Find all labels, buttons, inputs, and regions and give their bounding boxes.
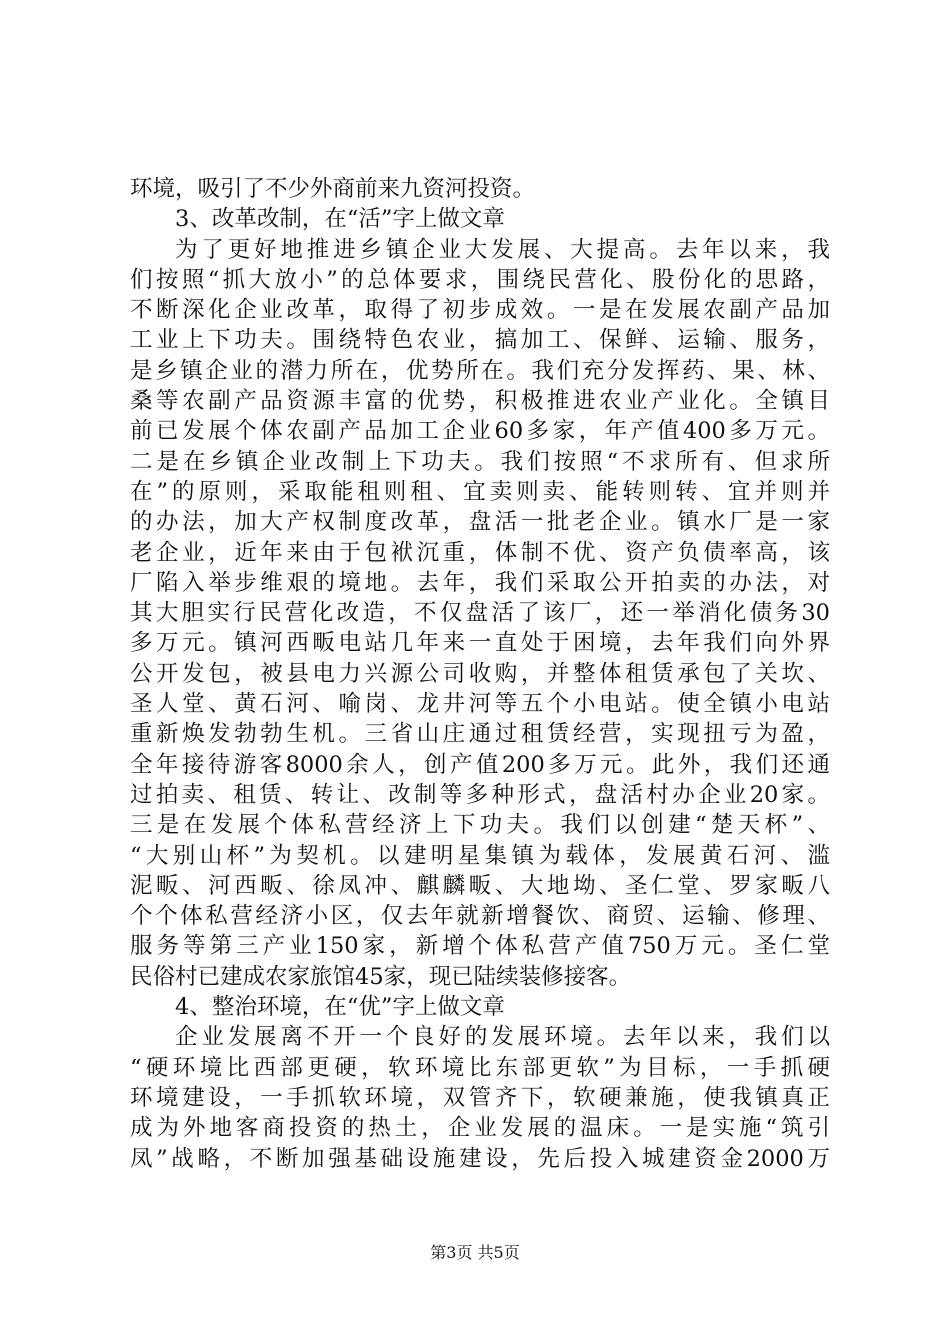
section-heading: 4、整治环境，在“优”字上做文章 [175,994,505,1021]
page-footer [0,1243,950,1263]
section-heading: 3、改革改制，在“活”字上做文章 [175,206,505,233]
text-line: 前已发展个体农副产品加工企业60多家，年产值400多万元。 [130,418,830,445]
text-line: 们按照“抓大放小”的总体要求，围绕民营化、股份化的思路， [130,266,830,293]
text-line: 工业上下功夫。围绕特色农业，搞加工、保鲜、运输、服务， [130,327,830,354]
text-line: 服务等第三产业150家，新增个体私营产值750万元。圣仁堂 [130,933,830,960]
text-line: 桑等农副产品资源丰富的优势，积极推进农业产业化。全镇目 [130,388,830,415]
paragraph-first-line: 为了更好地推进乡镇企业大发展、大提高。去年以来，我 [175,236,830,263]
paragraph-first-line: 企业发展离不开一个良好的发展环境。去年以来，我们以 [175,1024,830,1051]
text-line: 老企业，近年来由于包袱沉重，体制不优、资产负债率高，该 [130,539,830,566]
text-line: 民俗村已建成农家旅馆45家，现已陆续装修接客。 [130,963,632,990]
text-line: 环境，吸引了不少外商前来九资河投资。 [130,176,536,202]
text-line: 过拍卖、租赁、转让、改制等多种形式，盘活村办企业20家。 [130,781,830,808]
text-line: 二是在乡镇企业改制上下功夫。我们按照“不求所有、但求所 [130,448,830,475]
text-line: 其大胆实行民营化改造，不仅盘活了该厂，还一举消化债务30 [130,600,830,627]
text-line: 三是在发展个体私营经济上下功夫。我们以创建“楚天杯”、 [130,812,830,839]
text-line: 环境建设，一手抓软环境，双管齐下，软硬兼施，使我镇真正 [130,1084,830,1111]
text-line: 是乡镇企业的潜力所在，优势所在。我们充分发挥药、果、林、 [130,357,830,384]
text-line: 重新焕发勃勃生机。三省山庄通过租赁经营，实现扭亏为盈， [130,721,830,748]
text-line: 全年接待游客8000余人，创产值200多万元。此外，我们还通 [130,751,830,778]
text-line: “大别山杯”为契机。以建明星集镇为载体，发展黄石河、滥 [130,842,830,869]
text-line: 公开发包，被县电力兴源公司收购，并整体租赁承包了关坎、 [130,660,830,687]
text-line: 圣人堂、黄石河、喻岗、龙井河等五个小电站。使全镇小电站 [130,691,830,718]
text-line: 成为外地客商投资的热土，企业发展的温床。一是实施“筑引 [130,1115,830,1142]
page-number-text: 第3页 共5页 [430,1243,520,1262]
body-text [130,174,830,1174]
text-line: 的办法，加大产权制度改革，盘活一批老企业。镇水厂是一家 [130,509,830,536]
text-line: 凤”战略，不断加强基础设施建设，先后投入城建资金2000万 [130,1145,830,1172]
text-line: 泥畈、河西畈、徐凤冲、麒麟畈、大地坳、圣仁堂、罗家畈八 [130,872,830,899]
text-line: 厂陷入举步维艰的境地。去年，我们采取公开拍卖的办法，对 [130,569,830,596]
text-line: 不断深化企业改革，取得了初步成效。一是在发展农副产品加 [130,297,830,324]
text-line: “硬环境比西部更硬，软环境比东部更软”为目标，一手抓硬 [130,1054,830,1081]
text-line: 在”的原则，采取能租则租、宜卖则卖、能转则转、宜并则并 [130,478,830,505]
text-line: 个个体私营经济小区，仅去年就新增餐饮、商贸、运输、修理、 [130,903,830,930]
text-line: 多万元。镇河西畈电站几年来一直处于困境，去年我们向外界 [130,630,830,657]
